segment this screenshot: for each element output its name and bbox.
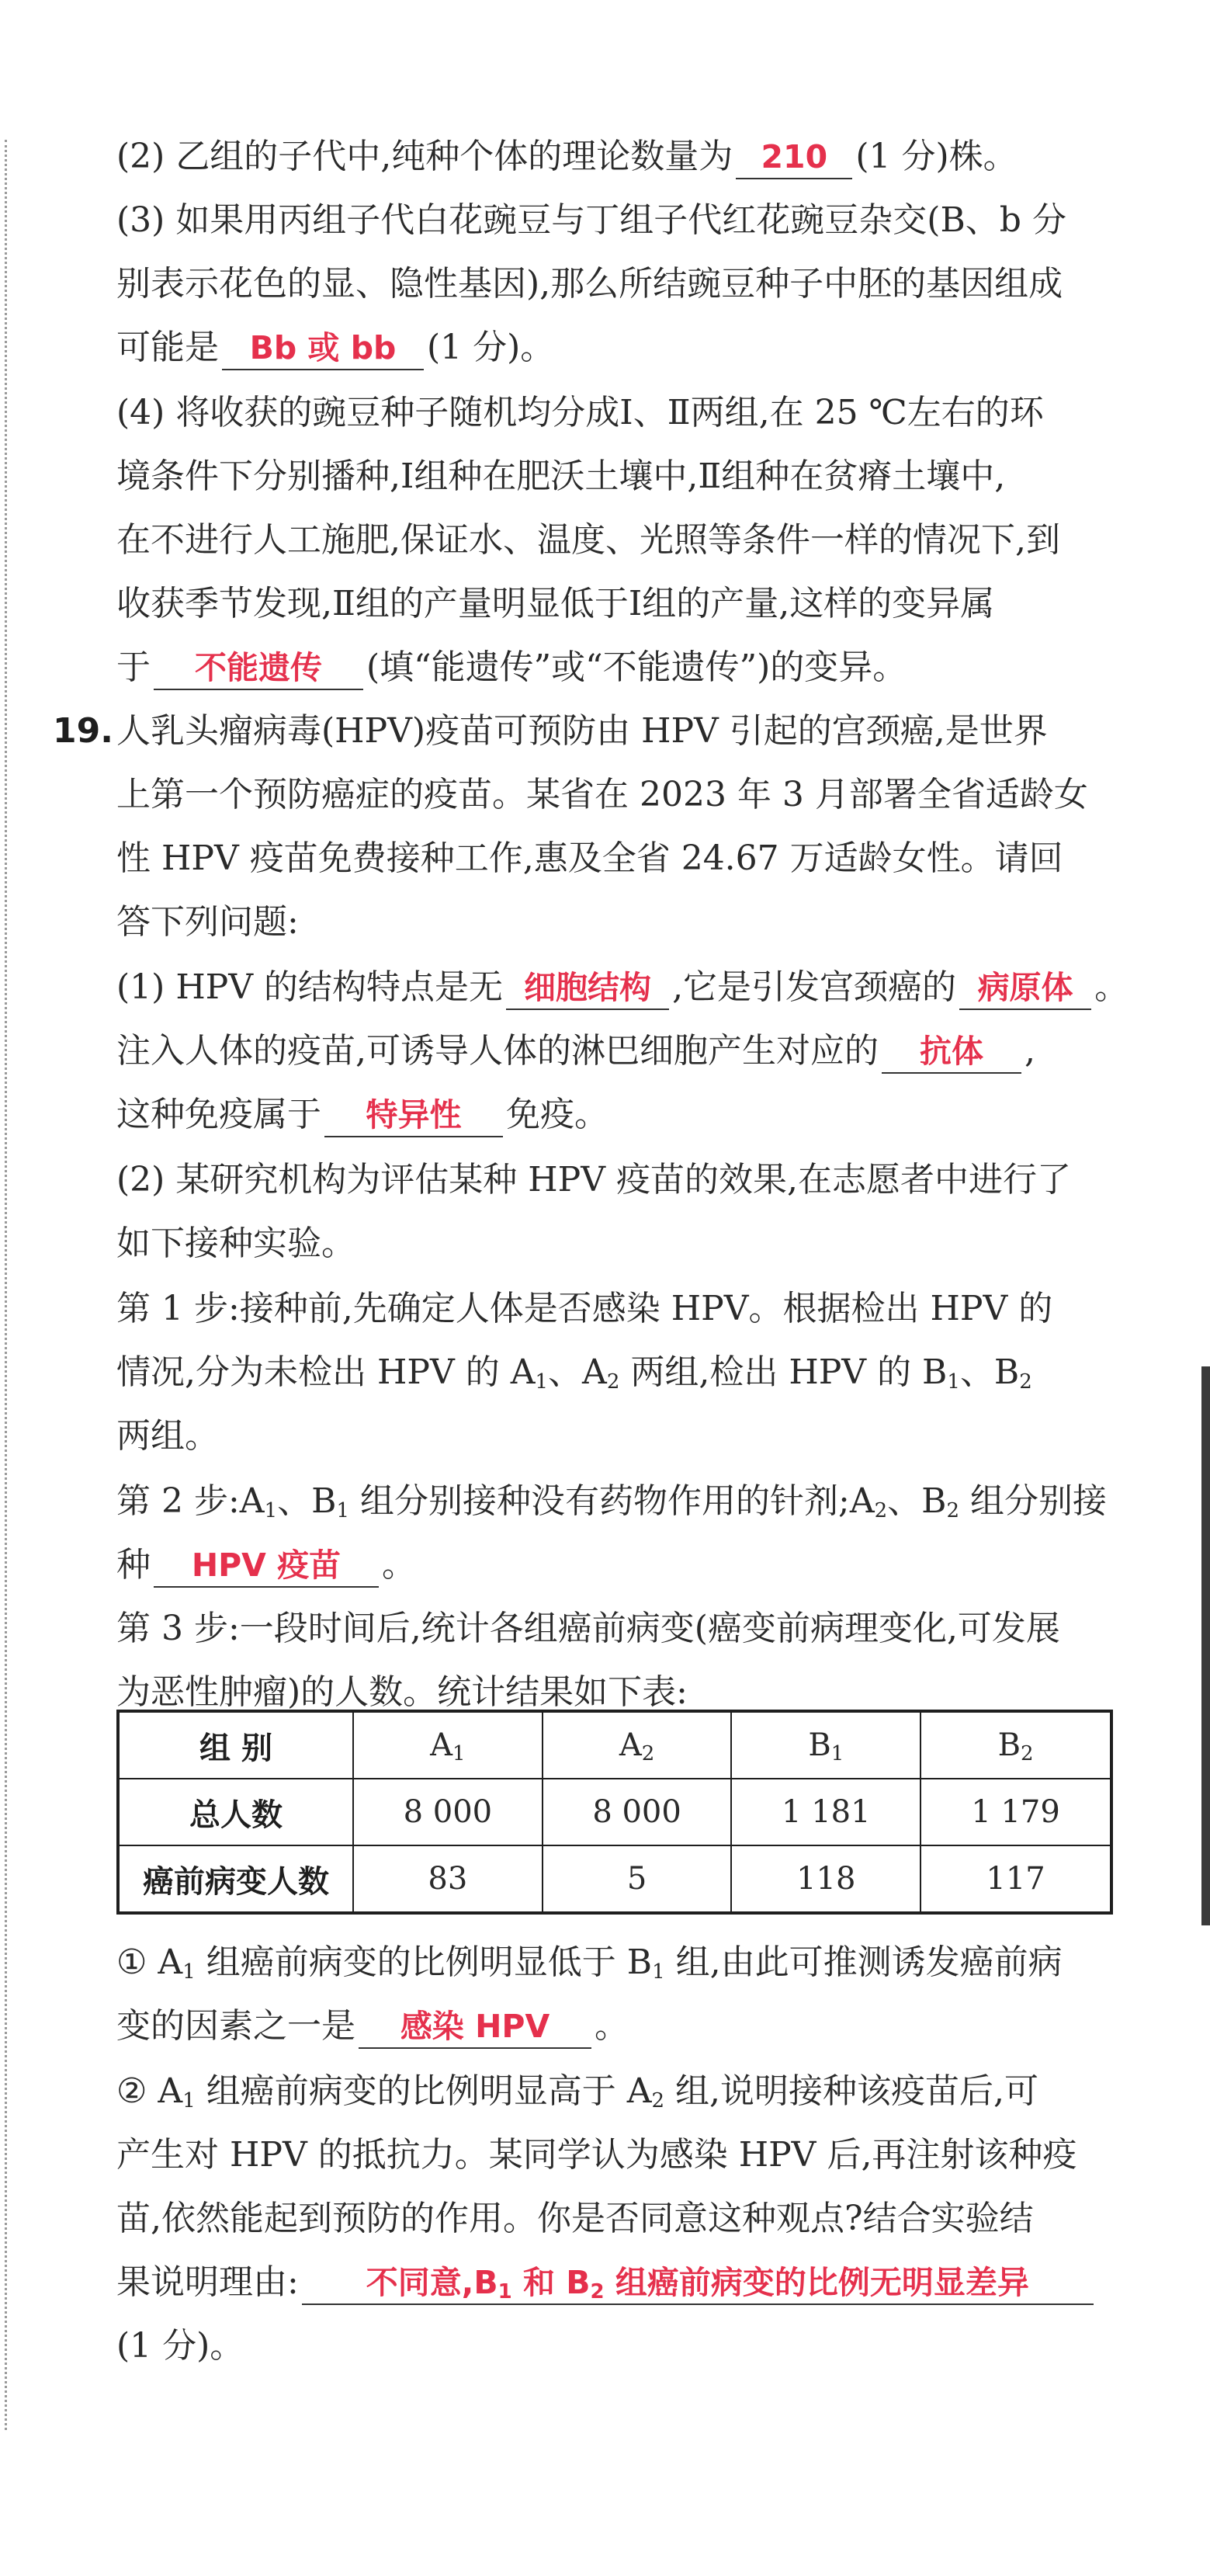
q19-part1-line1: (1) HPV 的结构特点是无 细胞结构 ,它是引发宫颈癌的 病原体 。 [116, 964, 1133, 1011]
table-header-row [118, 1711, 1111, 1779]
step1-line3: 两组。 [116, 1416, 219, 1456]
answer-text: 细胞结构 [524, 969, 652, 1006]
sub-question-2-line4: 果说明理由: 不同意$,B_1$ 和 $B_2$ 组癌前病变的比例无明显差异 [116, 2259, 1133, 2306]
q19-intro-line1: 人乳头瘤病毒(HPV)疫苗可预防由 HPV 引起的宫颈癌,是世界 [116, 711, 1048, 751]
table-cell: 118 [731, 1845, 921, 1913]
step1-line1: 第 1 步:接种前,先确定人体是否感染 HPV。根据检出 HPV 的 [116, 1289, 1053, 1328]
left-dotted-margin-rule [5, 140, 7, 2430]
q18-part3-line3: 可能是 Bb 或 bb (1 分)。 [116, 325, 1125, 371]
q19-intro-line2: 上第一个预防癌症的疫苗。某省在 2023 年 3 月部署全省适龄女 [116, 775, 1088, 814]
sub-question-1-line2: 变的因素之一是 感染 HPV 。 [116, 2003, 1125, 2050]
answer-text: HPV 疫苗 [191, 1547, 342, 1584]
answer-blank [959, 967, 1091, 1010]
q18-part3-line2: 别表示花色的显、隐性基因),那么所结豌豆种子中胚的基因组成 [116, 264, 1063, 304]
table-cell: 1 179 [921, 1779, 1111, 1845]
table-cell: 8 000 [543, 1779, 732, 1845]
table-row [118, 1779, 1111, 1845]
q18-part4-line4: 收获季节发现,Ⅱ组的产量明显低于Ⅰ组的产量,这样的变异属 [116, 584, 995, 623]
answer-blank [154, 647, 363, 690]
answer-blank [882, 1030, 1021, 1074]
answer-text: 感染 HPV [400, 2008, 550, 2045]
q18-part4-line5: 于 不能遗传 (填“能遗传”或“不能遗传”)的变异。 [116, 644, 1125, 691]
answer-blank [154, 1544, 379, 1588]
results-table [116, 1710, 1113, 1915]
step1-line2: 情况,分为未检出 HPV 的 $A_1$、$A_2$ 两组,检出 HPV 的 $B_1$、$B_2$ [116, 1352, 1032, 1394]
q18-part3-line1: (3) 如果用丙组子代白花豌豆与丁组子代红花豌豆杂交(B、b 分 [116, 200, 1066, 240]
table-cell: 8 000 [353, 1779, 543, 1845]
step2-line1: 第 2 步$:A_1$、$B_1$ 组分别接种没有药物作用的针剂$;A_2$、$B_2$ 组分别接 [116, 1481, 1108, 1522]
q19-part1-line2: 注入人体的疫苗,可诱导人体的淋巴细胞产生对应的 抗体 , [116, 1028, 1133, 1074]
table-row [118, 1845, 1111, 1913]
sub-question-1-line1: ① $A_1$ 组癌前病变的比例明显低于 $B_1$ 组,由此可推测诱发癌前病 [116, 1942, 1063, 1984]
q18-part4-line1: (4) 将收获的豌豆种子随机均分成Ⅰ、Ⅱ两组,在 25 ℃左右的环 [116, 393, 1044, 432]
answer-blank [359, 2005, 591, 2049]
table-header-cell: $A_1$ [353, 1711, 543, 1779]
table-cell: 5 [543, 1845, 732, 1913]
q18-part2: (2) 乙组的子代中,纯种个体的理论数量为 210 (1 分)株。 [116, 134, 1125, 180]
answer-text: 抗体 [919, 1033, 983, 1070]
q18-part4-line2: 境条件下分别播种,Ⅰ组种在肥沃土壤中,Ⅱ组种在贫瘠土壤中, [116, 457, 1006, 496]
answer-text: 病原体 [977, 969, 1073, 1006]
answer-text: 不同意$,B_1$ 和 $B_2$ 组癌前病变的比例无明显差异 [366, 2264, 1029, 2303]
step2-line2: 种 HPV 疫苗 。 [116, 1542, 1125, 1588]
answer-text: 不能遗传 [195, 649, 322, 686]
sub-question-2-line3: 苗,依然能起到预防的作用。你是否同意这种观点?结合实验结 [116, 2199, 1034, 2238]
table-row-label: 总人数 [118, 1779, 353, 1845]
table-header-cell: $A_2$ [543, 1711, 732, 1779]
table-row-label: 癌前病变人数 [118, 1845, 353, 1913]
table-cell: 1 181 [731, 1779, 921, 1845]
answer-blank [324, 1094, 503, 1137]
table-cell: 83 [353, 1845, 543, 1913]
q19-part2-line2: 如下接种实验。 [116, 1224, 355, 1263]
q19-part2-line1: (2) 某研究机构为评估某种 HPV 疫苗的效果,在志愿者中进行了 [116, 1160, 1072, 1199]
answer-blank [736, 136, 852, 179]
answer-text: 210 [761, 138, 828, 175]
sub-question-2-line2: 产生对 HPV 的抵抗力。某同学认为感染 HPV 后,再注射该种疫 [116, 2135, 1077, 2175]
q19-intro-line3: 性 HPV 疫苗免费接种工作,惠及全省 24.67 万适龄女性。请回 [116, 838, 1063, 878]
table-header-cell: $B_1$ [731, 1711, 921, 1779]
answer-blank [302, 2262, 1094, 2305]
step3-line2: 为恶性肿瘤)的人数。统计结果如下表: [116, 1672, 688, 1712]
answer-blank [506, 967, 669, 1010]
q19-intro-line4: 答下列问题: [116, 902, 299, 942]
answer-blank [222, 327, 424, 370]
table-header-cell: $B_2$ [921, 1711, 1111, 1779]
sub-question-2-line1: ② $A_1$ 组癌前病变的比例明显高于 $A_2$ 组,说明接种该疫苗后,可 [116, 2071, 1039, 2113]
answer-text: Bb 或 bb [249, 329, 397, 366]
right-edge-mark [1201, 1366, 1210, 1925]
q18-part4-line3: 在不进行人工施肥,保证水、温度、光照等条件一样的情况下,到 [116, 520, 1060, 560]
q19-part1-line3: 这种免疫属于 特异性 免疫。 [116, 1092, 1125, 1138]
step3-line1: 第 3 步:一段时间后,统计各组癌前病变(癌变前病理变化,可发展 [116, 1609, 1060, 1648]
table-cell: 117 [921, 1845, 1111, 1913]
answer-text: 特异性 [366, 1096, 462, 1134]
table-header-label: 组 别 [118, 1711, 353, 1779]
question-number-19: 19. [53, 711, 113, 751]
sub-question-2-line5: (1 分)。 [116, 2326, 244, 2366]
